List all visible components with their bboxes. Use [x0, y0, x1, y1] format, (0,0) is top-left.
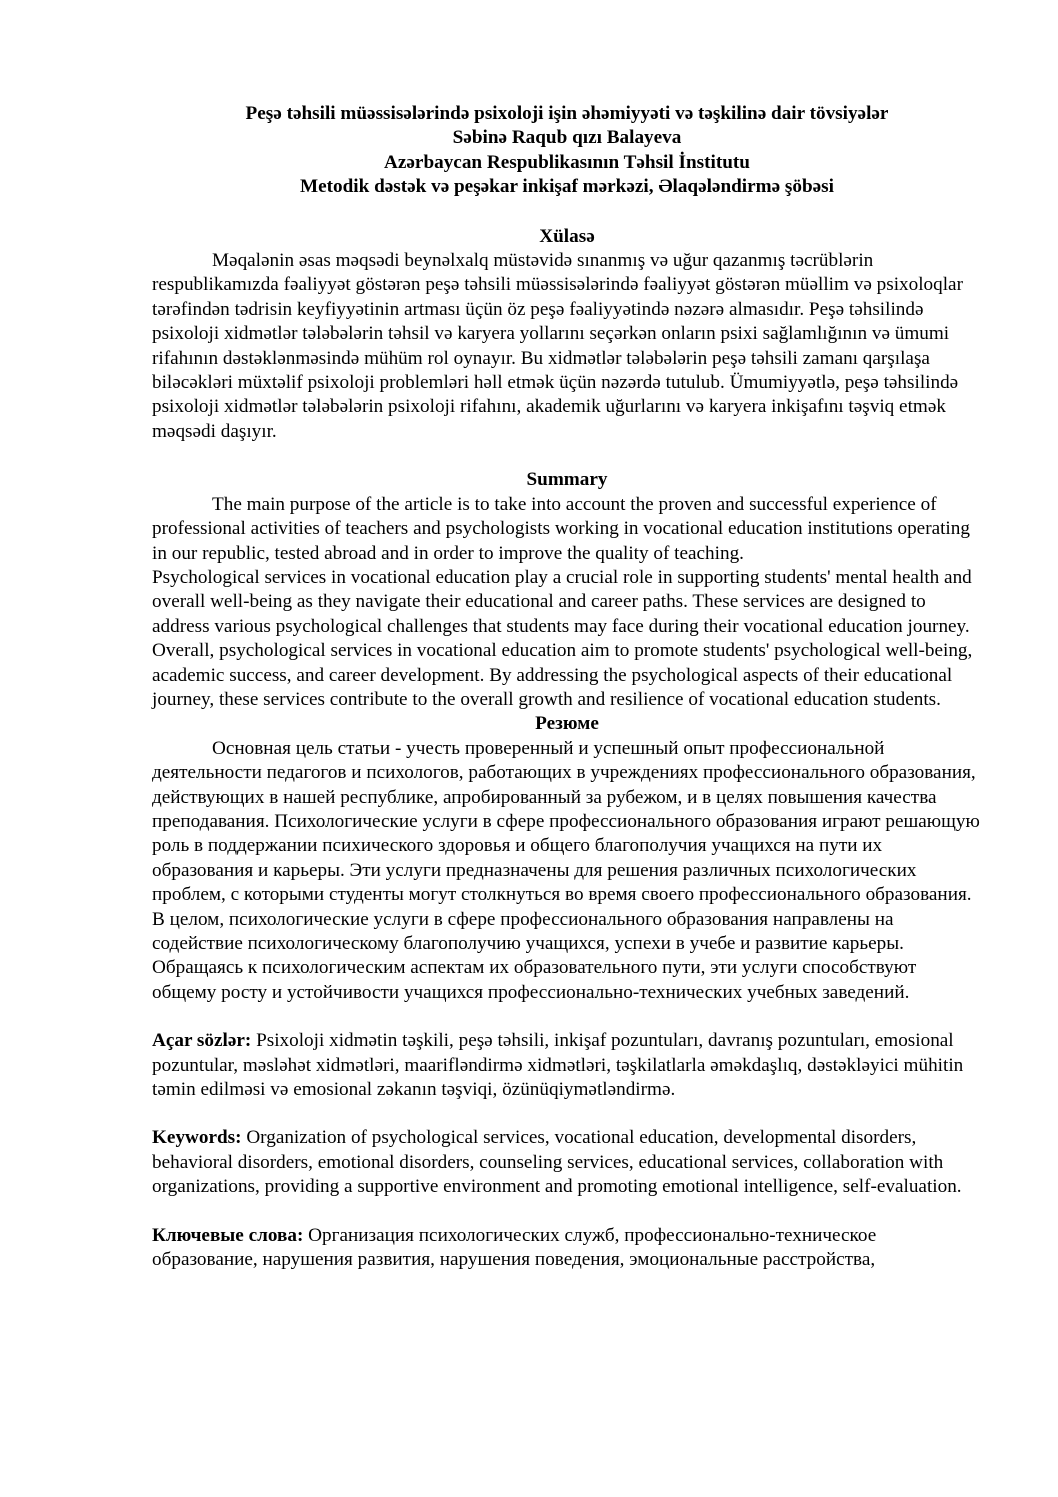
author-name: Səbinə Raqub qızı Balayeva [452, 127, 682, 149]
xulase-paragraph: Məqalənin əsas məqsədi beynəlxalq müstəvidə sınanmış və uğur qazanmış təcrüblərin respublikamızda fəaliyyət göstərən peşə təhsili müəssisələrində fəaliyyət göstərən müəllim və psixoloqlar tərəfindən tədrisin keyfiyyətinin artması üçün öz peşə fəaliyyətində nəzərə almasıdır. Peşə təhsilində psixoloji xidmətlər tələbələrin təhsil və karyera yollarını seçərkən onların psixi sağlamlığının və ümumi rifahının dəstəklənməsində mühüm rol oynayır. Bu xidmətlər tələbələrin peşə təhsili zamanı qarşılaşa biləcəkləri müxtəlif psixoloji problemləri həll etmək üçün nəzərdə tutulub. Ümumiyyətlə, peşə təhsilində psixoloji xidmətlər tələbələrin psixoloji rifahını, akademik uğurlarını və karyera inkişafını təşviq etmək məqsədi daşıyır. [152, 250, 963, 442]
keywords-ru-paragraph [152, 1224, 982, 1273]
article-title: Peşə təhsili müəssisələrində psixoloji işin əhəmiyyəti və təşkilinə dair tövsiyələr [245, 103, 889, 124]
xulase-heading: Xülasə [539, 225, 595, 247]
article-header [152, 102, 982, 200]
rezyume-heading: Резюме [535, 713, 599, 735]
keywords-az-label: Açar sözlər: [152, 1030, 252, 1052]
keywords-az-paragraph [152, 1029, 982, 1102]
keywords-en-paragraph [152, 1126, 982, 1199]
keywords-en-text: Organization of psychological services, vocational education, developmental disorders, behavioral disorders, emotional disorders, counseling services, educational services, collaboration with organizations, providing a supportive environment and promoting emotional intelligence, self-evaluation. [152, 1127, 962, 1198]
keywords-az-text: Psixoloji xidmətin təşkili, peşə təhsili, inkişaf pozuntuları, davranış pozuntuları, emosional pozuntular, məsləhət xidmətləri, maarifləndirmə xidmətləri, təşkilatlarla əməkdaşlıq, dəstəkləyici mühitin təmin edilməsi və emosional zəkanın təşviqi, özünüqiymətləndirmə. [152, 1030, 964, 1101]
keywords-ru-text: Организация психологических служб, профессионально-техническое образование, нарушения развития, нарушения поведения, эмоциональные расстройства, [152, 1224, 877, 1271]
document-page [152, 102, 982, 1272]
rezyume-paragraph: Основная цель статьи - учесть проверенный и успешный опыт профессиональной деятельности педагогов и психологов, работающих в учреждениях профессионального образования, действующих в нашей республике, апробированный за рубежом, и в целях повышения качества преподавания. Психологические услуги в сфере профессионального образования играют решающую роль в поддержании психического здоровья и общего благополучия учащихся на пути их образования и карьеры. Эти услуги предназначены для решения различных психологических проблем, с которыми студенты могут столкнуться во время своего профессионального образования. В целом, психологические услуги в сфере профессионального образования направлены на содействие психологическому благополучию учащихся, успехи в учебе и развитие карьеры. Обращаясь к психологическим аспектам их образовательного пути, эти услуги способствуют общему росту и устойчивости учащихся профессионально-технических учебных заведений. [152, 737, 980, 1003]
keywords-en-label: Keywords: [152, 1127, 242, 1149]
department-name: Metodik dəstək və peşəkar inkişaf mərkəzi, Əlaqələndirmə şöbəsi [300, 176, 834, 198]
summary-paragraph-1: The main purpose of the article is to take into account the proven and successful experience of professional activities of teachers and psychologists working in vocational education institutions operating in our republic, tested abroad and in order to improve the quality of teaching. [152, 493, 970, 564]
summary-heading: Summary [526, 469, 608, 491]
summary-paragraph-2: Psychological services in vocational education play a crucial role in supporting students' mental health and overall well-being as they navigate their educational and career paths. These services are designed to address various psychological challenges that students may face during their vocational education journey. Overall, psychological services in vocational education aim to promote students' psychological well-being, academic success, and career development. By addressing the psychological aspects of their educational journey, these services contribute to the overall growth and resilience of vocational education students. [152, 566, 973, 710]
keywords-ru-label: Ключевые слова: [152, 1224, 304, 1246]
institution-name: Azərbaycan Respublikasının Təhsil İnstitutu [384, 151, 750, 173]
